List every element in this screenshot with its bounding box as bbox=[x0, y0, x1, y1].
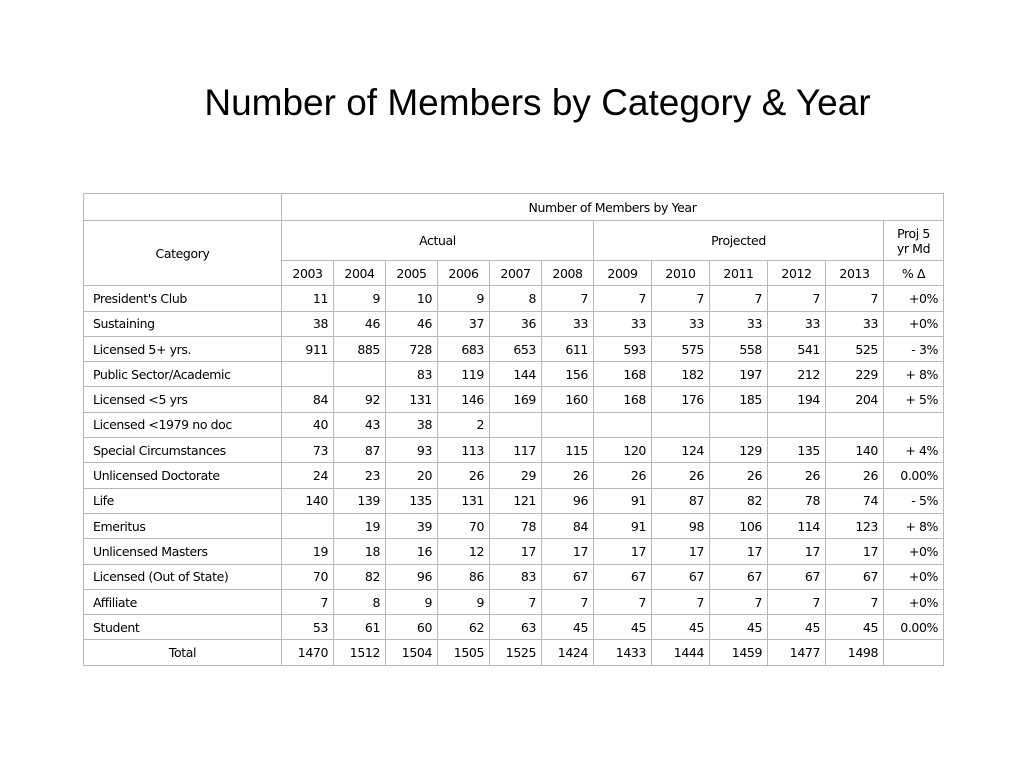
total-pct-cell bbox=[884, 640, 944, 665]
value-cell: 45 bbox=[542, 615, 594, 640]
value-cell: 86 bbox=[438, 564, 490, 589]
value-cell: 45 bbox=[768, 615, 826, 640]
pct-change-cell: +0% bbox=[884, 286, 944, 311]
value-cell: 26 bbox=[594, 463, 652, 488]
slide-title: Number of Members by Category & Year bbox=[204, 82, 871, 123]
value-cell: 33 bbox=[542, 311, 594, 336]
proj-header-line1: Proj 5 bbox=[897, 225, 930, 241]
table-row bbox=[84, 589, 944, 614]
total-value-cell: 1459 bbox=[710, 640, 768, 665]
year-header-2012: 2012 bbox=[768, 261, 826, 286]
value-cell: 144 bbox=[490, 362, 542, 387]
value-cell: 7 bbox=[594, 286, 652, 311]
value-cell: 140 bbox=[282, 488, 334, 513]
category-cell: Licensed <5 yrs bbox=[84, 387, 282, 412]
category-cell: Public Sector/Academic bbox=[84, 362, 282, 387]
value-cell: 16 bbox=[386, 539, 438, 564]
value-cell: 911 bbox=[282, 336, 334, 361]
pct-change-cell: 0.00% bbox=[884, 615, 944, 640]
value-cell: 20 bbox=[386, 463, 438, 488]
value-cell: 7 bbox=[542, 286, 594, 311]
value-cell: 67 bbox=[542, 564, 594, 589]
value-cell: 17 bbox=[710, 539, 768, 564]
value-cell bbox=[710, 412, 768, 437]
value-cell: 10 bbox=[386, 286, 438, 311]
value-cell: 185 bbox=[710, 387, 768, 412]
value-cell: 33 bbox=[652, 311, 710, 336]
value-cell: 182 bbox=[652, 362, 710, 387]
value-cell: 728 bbox=[386, 336, 438, 361]
year-header-2006: 2006 bbox=[438, 261, 490, 286]
value-cell: 541 bbox=[768, 336, 826, 361]
year-header-2013: 2013 bbox=[826, 261, 884, 286]
table-row bbox=[84, 615, 944, 640]
value-cell bbox=[542, 412, 594, 437]
value-cell: 45 bbox=[710, 615, 768, 640]
value-cell: 156 bbox=[542, 362, 594, 387]
category-header: Category bbox=[84, 221, 282, 286]
value-cell: 121 bbox=[490, 488, 542, 513]
value-cell: 33 bbox=[710, 311, 768, 336]
value-cell: 26 bbox=[438, 463, 490, 488]
value-cell: 93 bbox=[386, 438, 438, 463]
category-cell: Unlicensed Doctorate bbox=[84, 463, 282, 488]
value-cell: 7 bbox=[710, 286, 768, 311]
total-value-cell: 1424 bbox=[542, 640, 594, 665]
pct-change-cell: + 8% bbox=[884, 513, 944, 538]
value-cell: 83 bbox=[386, 362, 438, 387]
value-cell: 7 bbox=[826, 286, 884, 311]
table-row bbox=[84, 336, 944, 361]
value-cell: 135 bbox=[768, 438, 826, 463]
value-cell: 39 bbox=[386, 513, 438, 538]
members-table bbox=[83, 193, 944, 666]
value-cell: 17 bbox=[652, 539, 710, 564]
table-row bbox=[84, 539, 944, 564]
value-cell: 36 bbox=[490, 311, 542, 336]
value-cell: 37 bbox=[438, 311, 490, 336]
value-cell: 575 bbox=[652, 336, 710, 361]
table-row bbox=[84, 286, 944, 311]
value-cell: 9 bbox=[386, 589, 438, 614]
value-cell bbox=[826, 412, 884, 437]
value-cell: 78 bbox=[768, 488, 826, 513]
value-cell: 212 bbox=[768, 362, 826, 387]
table-body bbox=[84, 286, 944, 665]
value-cell: 38 bbox=[386, 412, 438, 437]
value-cell: 176 bbox=[652, 387, 710, 412]
total-value-cell: 1505 bbox=[438, 640, 490, 665]
value-cell: 87 bbox=[652, 488, 710, 513]
total-value-cell: 1512 bbox=[334, 640, 386, 665]
value-cell: 17 bbox=[490, 539, 542, 564]
value-cell: 611 bbox=[542, 336, 594, 361]
value-cell: 29 bbox=[490, 463, 542, 488]
value-cell: 169 bbox=[490, 387, 542, 412]
value-cell: 124 bbox=[652, 438, 710, 463]
category-cell: Special Circumstances bbox=[84, 438, 282, 463]
value-cell: 9 bbox=[438, 589, 490, 614]
value-cell: 558 bbox=[710, 336, 768, 361]
total-value-cell: 1504 bbox=[386, 640, 438, 665]
value-cell: 91 bbox=[594, 488, 652, 513]
category-cell: Life bbox=[84, 488, 282, 513]
value-cell: 117 bbox=[490, 438, 542, 463]
value-cell: 115 bbox=[542, 438, 594, 463]
value-cell: 98 bbox=[652, 513, 710, 538]
value-cell: 67 bbox=[768, 564, 826, 589]
value-cell bbox=[490, 412, 542, 437]
value-cell: 139 bbox=[334, 488, 386, 513]
value-cell: 96 bbox=[542, 488, 594, 513]
value-cell: 26 bbox=[542, 463, 594, 488]
value-cell: 7 bbox=[282, 589, 334, 614]
total-row bbox=[84, 640, 944, 665]
value-cell: 683 bbox=[438, 336, 490, 361]
value-cell: 593 bbox=[594, 336, 652, 361]
value-cell: 17 bbox=[542, 539, 594, 564]
year-header-2009: 2009 bbox=[594, 261, 652, 286]
value-cell bbox=[334, 362, 386, 387]
value-cell: 7 bbox=[490, 589, 542, 614]
value-cell bbox=[652, 412, 710, 437]
category-cell: Licensed (Out of State) bbox=[84, 564, 282, 589]
category-cell: President's Club bbox=[84, 286, 282, 311]
value-cell: 204 bbox=[826, 387, 884, 412]
pct-change-cell: +0% bbox=[884, 564, 944, 589]
value-cell: 140 bbox=[826, 438, 884, 463]
value-cell: 19 bbox=[282, 539, 334, 564]
value-cell: 26 bbox=[768, 463, 826, 488]
value-cell: 120 bbox=[594, 438, 652, 463]
value-cell bbox=[282, 362, 334, 387]
value-cell: 9 bbox=[438, 286, 490, 311]
total-value-cell: 1470 bbox=[282, 640, 334, 665]
year-header-2004: 2004 bbox=[334, 261, 386, 286]
pct-change-cell: +0% bbox=[884, 589, 944, 614]
value-cell: 17 bbox=[594, 539, 652, 564]
total-value-cell: 1444 bbox=[652, 640, 710, 665]
value-cell: 74 bbox=[826, 488, 884, 513]
value-cell: 26 bbox=[826, 463, 884, 488]
value-cell: 7 bbox=[710, 589, 768, 614]
value-cell: 67 bbox=[652, 564, 710, 589]
value-cell: 33 bbox=[594, 311, 652, 336]
value-cell: 114 bbox=[768, 513, 826, 538]
value-cell: 229 bbox=[826, 362, 884, 387]
value-cell: 40 bbox=[282, 412, 334, 437]
table-row bbox=[84, 311, 944, 336]
category-cell: Licensed 5+ yrs. bbox=[84, 336, 282, 361]
value-cell: 53 bbox=[282, 615, 334, 640]
value-cell: 9 bbox=[334, 286, 386, 311]
value-cell: 67 bbox=[826, 564, 884, 589]
pct-change-cell: +0% bbox=[884, 539, 944, 564]
pct-change-cell: + 5% bbox=[884, 387, 944, 412]
pct-change-cell: + 4% bbox=[884, 438, 944, 463]
pct-change-cell: +0% bbox=[884, 311, 944, 336]
category-cell: Affiliate bbox=[84, 589, 282, 614]
value-cell: 653 bbox=[490, 336, 542, 361]
value-cell: 160 bbox=[542, 387, 594, 412]
value-cell: 146 bbox=[438, 387, 490, 412]
pct-change-cell: 0.00% bbox=[884, 463, 944, 488]
table-row bbox=[84, 412, 944, 437]
value-cell: 7 bbox=[768, 286, 826, 311]
value-cell: 92 bbox=[334, 387, 386, 412]
projected-header: Projected bbox=[594, 221, 884, 261]
value-cell: 26 bbox=[652, 463, 710, 488]
pct-change-cell bbox=[884, 412, 944, 437]
table-caption-row bbox=[84, 194, 944, 221]
value-cell: 78 bbox=[490, 513, 542, 538]
value-cell: 12 bbox=[438, 539, 490, 564]
value-cell: 2 bbox=[438, 412, 490, 437]
category-cell: Emeritus bbox=[84, 513, 282, 538]
value-cell: 63 bbox=[490, 615, 542, 640]
value-cell: 194 bbox=[768, 387, 826, 412]
value-cell: 7 bbox=[652, 286, 710, 311]
value-cell: 7 bbox=[594, 589, 652, 614]
value-cell: 135 bbox=[386, 488, 438, 513]
value-cell: 18 bbox=[334, 539, 386, 564]
group-header-row bbox=[84, 221, 944, 261]
value-cell: 38 bbox=[282, 311, 334, 336]
total-value-cell: 1433 bbox=[594, 640, 652, 665]
actual-header: Actual bbox=[282, 221, 594, 261]
value-cell: 525 bbox=[826, 336, 884, 361]
value-cell: 84 bbox=[542, 513, 594, 538]
value-cell bbox=[768, 412, 826, 437]
pct-change-cell: - 3% bbox=[884, 336, 944, 361]
value-cell: 23 bbox=[334, 463, 386, 488]
value-cell: 60 bbox=[386, 615, 438, 640]
category-cell: Sustaining bbox=[84, 311, 282, 336]
value-cell: 7 bbox=[768, 589, 826, 614]
total-label: Total bbox=[84, 640, 282, 665]
table-row bbox=[84, 463, 944, 488]
total-value-cell: 1477 bbox=[768, 640, 826, 665]
value-cell bbox=[282, 513, 334, 538]
value-cell: 46 bbox=[334, 311, 386, 336]
value-cell: 123 bbox=[826, 513, 884, 538]
value-cell: 83 bbox=[490, 564, 542, 589]
value-cell: 84 bbox=[282, 387, 334, 412]
value-cell: 17 bbox=[768, 539, 826, 564]
value-cell: 96 bbox=[386, 564, 438, 589]
year-header-2007: 2007 bbox=[490, 261, 542, 286]
value-cell: 33 bbox=[826, 311, 884, 336]
value-cell: 45 bbox=[826, 615, 884, 640]
year-header-2011: 2011 bbox=[710, 261, 768, 286]
value-cell: 26 bbox=[710, 463, 768, 488]
category-cell: Licensed <1979 no doc bbox=[84, 412, 282, 437]
value-cell: 7 bbox=[542, 589, 594, 614]
value-cell: 82 bbox=[334, 564, 386, 589]
value-cell: 43 bbox=[334, 412, 386, 437]
value-cell: 62 bbox=[438, 615, 490, 640]
pct-change-header: % Δ bbox=[884, 261, 944, 286]
value-cell: 91 bbox=[594, 513, 652, 538]
value-cell: 24 bbox=[282, 463, 334, 488]
value-cell: 168 bbox=[594, 362, 652, 387]
members-table-container bbox=[83, 193, 944, 666]
value-cell: 45 bbox=[652, 615, 710, 640]
value-cell: 67 bbox=[710, 564, 768, 589]
value-cell: 45 bbox=[594, 615, 652, 640]
value-cell: 197 bbox=[710, 362, 768, 387]
value-cell: 46 bbox=[386, 311, 438, 336]
value-cell: 73 bbox=[282, 438, 334, 463]
value-cell: 11 bbox=[282, 286, 334, 311]
year-header-2005: 2005 bbox=[386, 261, 438, 286]
pct-change-cell: + 8% bbox=[884, 362, 944, 387]
value-cell: 7 bbox=[652, 589, 710, 614]
value-cell: 8 bbox=[490, 286, 542, 311]
value-cell: 7 bbox=[826, 589, 884, 614]
year-header-2003: 2003 bbox=[282, 261, 334, 286]
total-value-cell: 1525 bbox=[490, 640, 542, 665]
value-cell: 61 bbox=[334, 615, 386, 640]
value-cell: 106 bbox=[710, 513, 768, 538]
value-cell: 129 bbox=[710, 438, 768, 463]
value-cell bbox=[594, 412, 652, 437]
value-cell: 33 bbox=[768, 311, 826, 336]
proj-header-line2: yr Md bbox=[896, 240, 931, 256]
table-row bbox=[84, 488, 944, 513]
category-cell: Student bbox=[84, 615, 282, 640]
year-header-2008: 2008 bbox=[542, 261, 594, 286]
total-value-cell: 1498 bbox=[826, 640, 884, 665]
table-row bbox=[84, 362, 944, 387]
value-cell: 119 bbox=[438, 362, 490, 387]
value-cell: 67 bbox=[594, 564, 652, 589]
value-cell: 131 bbox=[386, 387, 438, 412]
table-row bbox=[84, 513, 944, 538]
empty-header-cell bbox=[84, 194, 282, 221]
pct-change-cell: - 5% bbox=[884, 488, 944, 513]
value-cell: 8 bbox=[334, 589, 386, 614]
value-cell: 131 bbox=[438, 488, 490, 513]
value-cell: 885 bbox=[334, 336, 386, 361]
value-cell: 87 bbox=[334, 438, 386, 463]
value-cell: 113 bbox=[438, 438, 490, 463]
proj-header bbox=[884, 221, 944, 261]
value-cell: 82 bbox=[710, 488, 768, 513]
value-cell: 19 bbox=[334, 513, 386, 538]
value-cell: 70 bbox=[282, 564, 334, 589]
category-cell: Unlicensed Masters bbox=[84, 539, 282, 564]
table-row bbox=[84, 438, 944, 463]
year-header-2010: 2010 bbox=[652, 261, 710, 286]
value-cell: 168 bbox=[594, 387, 652, 412]
table-caption: Number of Members by Year bbox=[282, 194, 944, 221]
table-row bbox=[84, 564, 944, 589]
table-row bbox=[84, 387, 944, 412]
value-cell: 17 bbox=[826, 539, 884, 564]
value-cell: 70 bbox=[438, 513, 490, 538]
